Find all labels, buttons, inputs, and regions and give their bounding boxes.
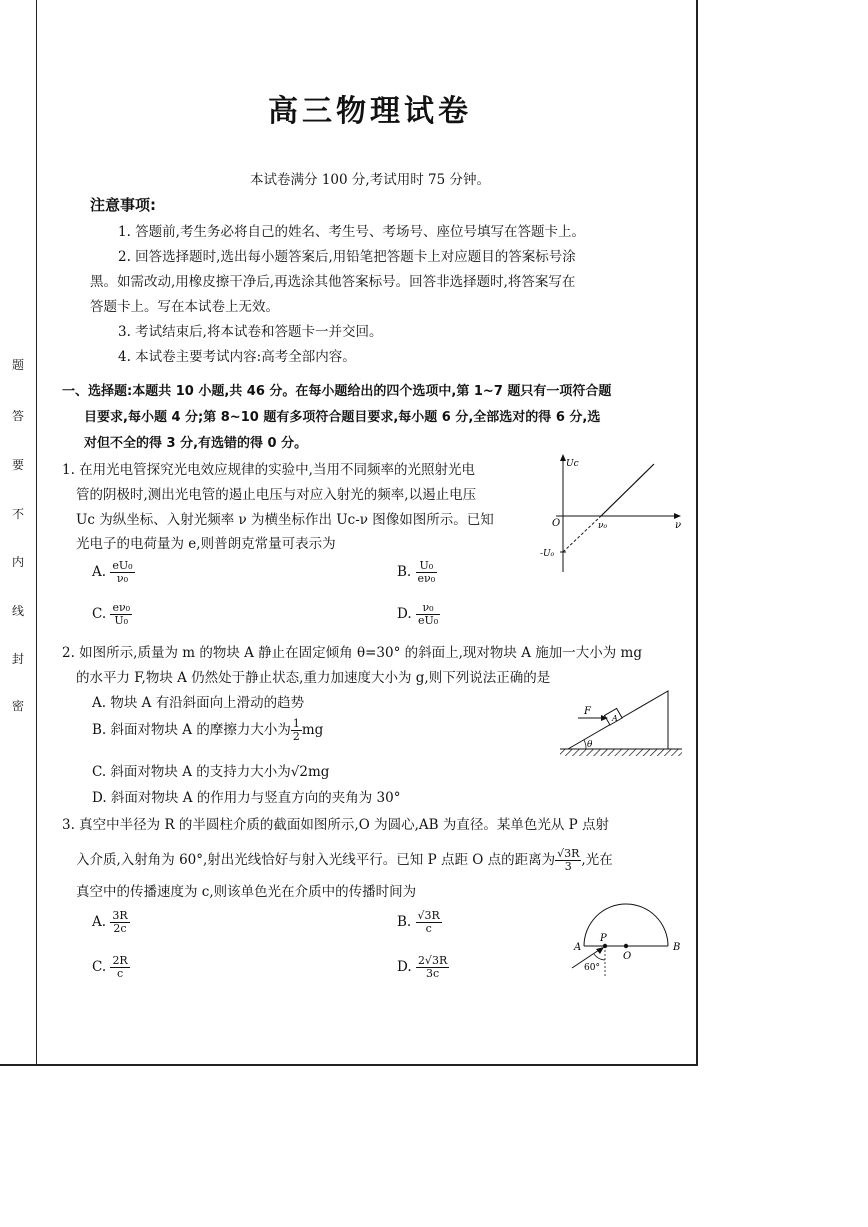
option-label: D.: [397, 606, 412, 622]
semicircle-diagram: [560, 894, 690, 978]
point-a-label: A: [574, 942, 582, 953]
option-b: [397, 560, 437, 585]
page-border-right: [696, 0, 698, 1065]
seal-char: 封: [11, 652, 24, 666]
question-1-text: 管的阴极时,测出光电管的遏止电压与对应入射光的频率,以遏止电压: [76, 487, 477, 503]
fraction: $\frac{\text{ν₀}}{\text{eU₀}}$: [417, 601, 439, 627]
angle-label: θ: [587, 740, 593, 750]
question-1-text: 光电子的电荷量为 e,则普朗克常量可表示为: [76, 536, 336, 552]
option-label: C.: [92, 606, 107, 622]
note-2-cont: 黑。如需改动,用橡皮擦干净后,再选涂其他答案标号。回答非选择题时,将答案写在: [90, 274, 576, 290]
fraction: $\frac{1}{2}$: [292, 717, 300, 743]
option-c: C. 斜面对物块 A 的支持力大小为√2mg: [92, 764, 330, 780]
note-4: 4. 本试卷主要考试内容:高考全部内容。: [118, 349, 356, 365]
fraction: $\frac{\text{U₀}}{\text{eν₀}}$: [417, 559, 436, 585]
fraction: $\frac{√3R}{3}$: [557, 847, 580, 873]
section-heading: 目要求,每小题 4 分;第 8~10 题有多项符合题目要求,每小题 6 分,全部选对的得 6 分,选: [84, 410, 601, 425]
option-d: [397, 602, 440, 627]
seal-char: 答: [11, 409, 24, 423]
question-3-text: 3. 真空中半径为 R 的半圆柱介质的截面如图所示,O 为圆心,AB 为直径。某单色光从 P 点射: [62, 817, 609, 833]
option-label: A.: [92, 914, 107, 930]
seal-char: 密: [11, 699, 24, 713]
option-label: B.: [397, 564, 412, 580]
binding-line: [36, 0, 37, 1065]
option-a: A. 物块 A 有沿斜面向上滑动的趋势: [92, 695, 305, 711]
question-1-text: 1. 在用光电管探究光电效应规律的实验中,当用不同频率的光照射光电: [62, 462, 475, 478]
origin-label: O: [552, 518, 561, 529]
option-a: [92, 910, 130, 935]
option-a: [92, 560, 135, 585]
option-c: [92, 955, 130, 980]
point-p-label: P: [600, 933, 607, 944]
exam-info: 本试卷满分 100 分,考试用时 75 分钟。: [250, 172, 490, 188]
question-2-text: 的水平力 F,物块 A 仍然处于静止状态,重力加速度大小为 g,则下列说法正确的是: [76, 670, 551, 686]
fraction: $\frac{2√3R}{3c}$: [417, 954, 448, 980]
option-b: [397, 910, 442, 935]
page-border-bottom: [0, 1064, 698, 1066]
point-b-label: B: [673, 942, 681, 953]
section-heading: 一、选择题:本题共 10 小题,共 46 分。在每小题给出的四个选项中,第 1~7 题只有一项符合题: [62, 384, 612, 399]
seal-char: 内: [11, 555, 24, 569]
option-label: A.: [92, 564, 107, 580]
fraction: $\frac{3R}{2c}$: [112, 909, 128, 935]
option-d: D. 斜面对物块 A 的作用力与竖直方向的夹角为 30°: [92, 790, 401, 806]
y-axis-label: Uc: [566, 459, 579, 469]
seal-char: 要: [11, 458, 24, 472]
fraction: $\frac{2R}{c}$: [112, 954, 128, 980]
question-2-text: 2. 如图所示,质量为 m 的物块 A 静止在固定倾角 θ=30° 的斜面上,现对物块 A 施加一大小为 mg: [62, 645, 642, 661]
seal-char: 不: [11, 507, 24, 521]
option-c: [92, 602, 132, 627]
notes-heading: 注意事项:: [90, 196, 156, 214]
uc-nu-graph: [538, 452, 688, 577]
incidence-angle-label: 60°: [584, 963, 600, 973]
x-tick-label: ν₀: [598, 521, 608, 531]
page-title: 高三物理试卷: [268, 94, 472, 129]
block-label: A: [612, 714, 618, 723]
x-axis-label: ν: [675, 520, 682, 531]
note-3: 3. 考试结束后,将本试卷和答题卡一并交回。: [118, 324, 383, 340]
incline-diagram: [558, 685, 688, 763]
note-1: 1. 答题前,考生务必将自己的姓名、考生号、考场号、座位号填写在答题卡上。: [118, 224, 585, 240]
seal-char: 题: [11, 358, 24, 372]
point-o-label: O: [623, 951, 632, 962]
section-heading: 对但不全的得 3 分,有选错的得 0 分。: [84, 436, 308, 451]
question-1-text: Uc 为纵坐标、入射光频率 ν 为横坐标作出 Uc-ν 图像如图所示。已知: [76, 512, 494, 528]
fraction: $\frac{\text{eU₀}}{\text{ν₀}}$: [112, 559, 133, 585]
seal-char: 线: [11, 604, 24, 618]
question-3-text: 真空中的传播速度为 c,则该单色光在介质中的传播时间为: [76, 884, 417, 900]
note-2-cont: 答题卡上。写在本试卷上无效。: [90, 299, 279, 315]
question-3-text: 入介质,入射角为 60°,射出光线恰好与射入光线平行。已知 P 点距 O 点的距离为 $\frac{√3R}{3}$ ,光在: [76, 847, 613, 873]
force-label: F: [584, 706, 591, 717]
fraction: $\frac{√3R}{c}$: [417, 909, 440, 935]
option-b: B. 斜面对物块 A 的摩擦力大小为 $\frac{1}{2}$ mg: [92, 717, 324, 743]
option-label: B.: [397, 914, 412, 930]
option-d: [397, 955, 449, 980]
option-label: C.: [92, 959, 107, 975]
y-tick-label: -U₀: [540, 549, 555, 559]
fraction: $\frac{\text{eν₀}}{\text{U₀}}$: [112, 601, 131, 627]
option-label: D.: [397, 959, 412, 975]
note-2: 2. 回答选择题时,选出每小题答案后,用铅笔把答题卡上对应题目的答案标号涂: [118, 249, 576, 265]
